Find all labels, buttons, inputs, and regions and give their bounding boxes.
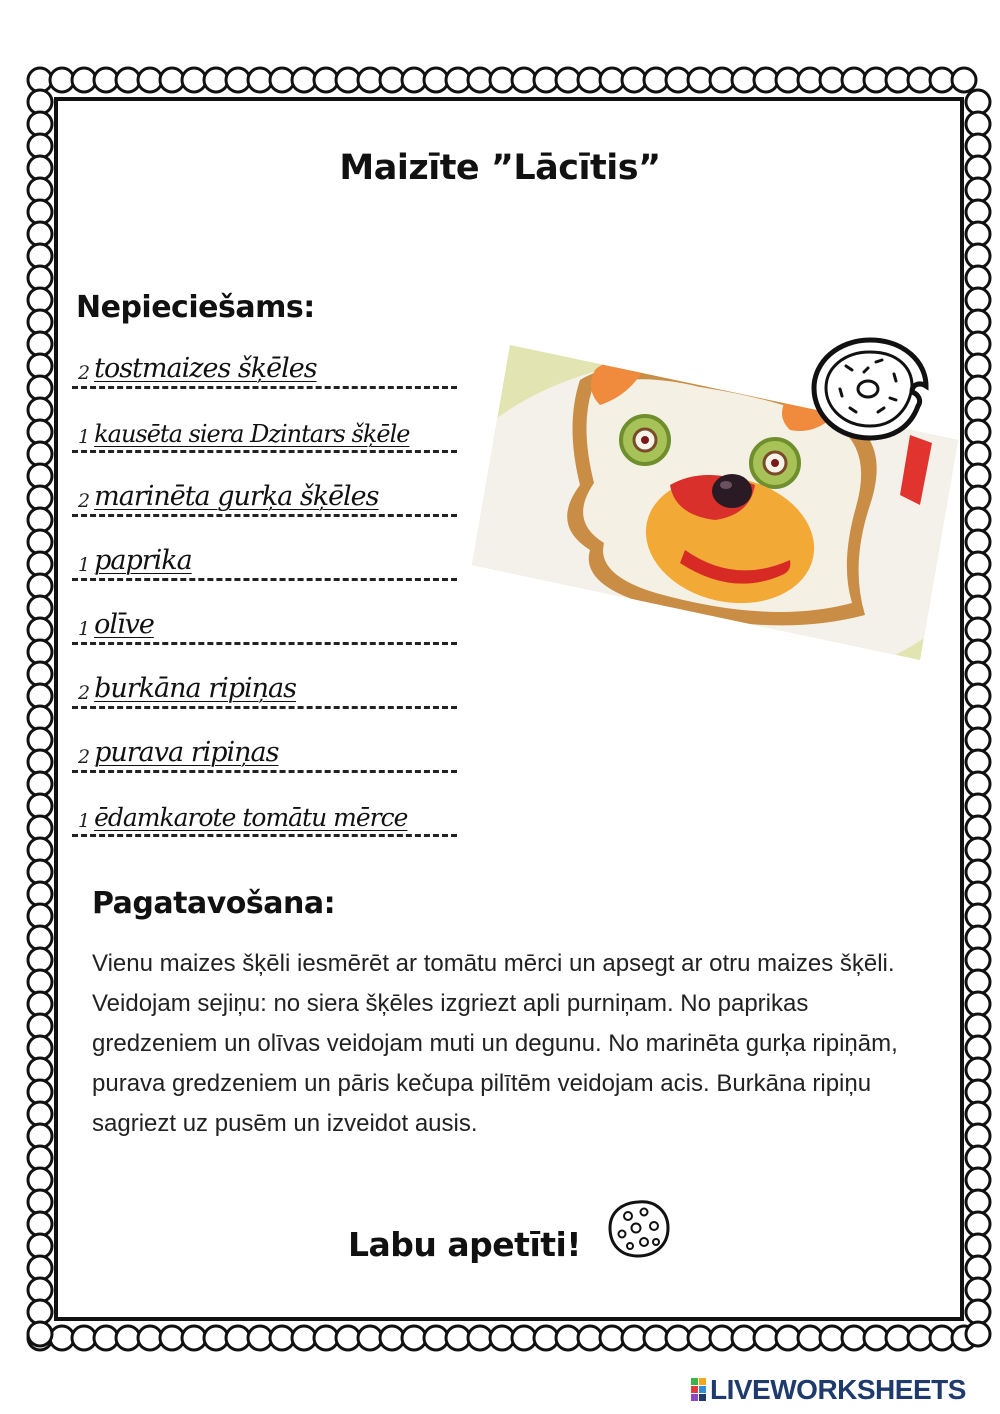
border-scallop — [966, 1234, 990, 1258]
liveworksheets-logo-icon — [690, 1377, 708, 1403]
border-scallop — [710, 68, 734, 92]
border-scallop — [966, 992, 990, 1016]
border-scallop — [270, 68, 294, 92]
border-scallop — [966, 926, 990, 950]
border-scallop — [182, 68, 206, 92]
border-scallop — [28, 596, 52, 620]
liveworksheets-watermark[interactable] — [690, 1374, 966, 1406]
border-scallop — [402, 68, 426, 92]
border-scallop — [72, 1326, 96, 1350]
border-scallop — [556, 68, 580, 92]
border-scallop — [28, 574, 52, 598]
border-scallop — [28, 90, 52, 114]
border-scallop — [204, 1326, 228, 1350]
border-scallop — [28, 1212, 52, 1236]
border-scallop — [966, 860, 990, 884]
border-scallop — [28, 1190, 52, 1214]
border-scallop — [776, 1326, 800, 1350]
border-scallop — [28, 222, 52, 246]
border-scallop — [966, 1058, 990, 1082]
border-scallop — [248, 1326, 272, 1350]
border-scallop — [908, 1326, 932, 1350]
border-scallop — [864, 1326, 888, 1350]
border-scallop — [966, 112, 990, 136]
border-scallop — [490, 1326, 514, 1350]
border-scallop — [28, 1058, 52, 1082]
border-scallop — [116, 68, 140, 92]
ingredients-heading: Nepieciešams: — [76, 290, 315, 325]
border-scallop — [952, 68, 976, 92]
ingredient-qty: 2 — [78, 682, 91, 704]
border-scallop — [966, 222, 990, 246]
border-scallop — [966, 310, 990, 334]
border-scallop — [28, 288, 52, 312]
border-scallop — [710, 1326, 734, 1350]
border-scallop — [94, 68, 118, 92]
border-scallop — [28, 420, 52, 444]
border-scallop — [966, 662, 990, 686]
border-scallop — [28, 68, 52, 92]
border-scallop — [28, 464, 52, 488]
border-scallop — [28, 530, 52, 554]
border-scallop — [28, 354, 52, 378]
ingredient-line[interactable] — [72, 786, 457, 837]
border-scallop — [28, 904, 52, 928]
border-scallop — [28, 728, 52, 752]
border-scallop — [28, 860, 52, 884]
border-scallop — [966, 486, 990, 510]
border-scallop — [358, 1326, 382, 1350]
border-scallop — [666, 1326, 690, 1350]
border-scallop — [966, 90, 990, 114]
border-scallop — [380, 1326, 404, 1350]
border-scallop — [966, 420, 990, 444]
border-scallop — [424, 68, 448, 92]
border-scallop — [28, 244, 52, 268]
border-scallop — [966, 838, 990, 862]
border-scallop — [966, 354, 990, 378]
border-scallop — [966, 266, 990, 290]
ingredient-name: ēdamkarote tomātu mērce — [94, 803, 408, 832]
border-scallop — [886, 68, 910, 92]
border-scallop — [28, 926, 52, 950]
border-scallop — [28, 332, 52, 356]
border-scallop — [966, 1168, 990, 1192]
border-scallop — [28, 794, 52, 818]
border-scallop — [644, 68, 668, 92]
border-scallop — [28, 486, 52, 510]
border-scallop — [28, 310, 52, 334]
ingredient-name: marinēta gurķa šķēles — [94, 481, 379, 512]
border-scallop — [512, 68, 536, 92]
border-scallop — [842, 68, 866, 92]
border-scallop — [28, 816, 52, 840]
border-scallop — [138, 68, 162, 92]
border-scallop — [28, 706, 52, 730]
border-scallop — [966, 904, 990, 928]
cookie-icon — [606, 1198, 672, 1260]
ingredient-name: paprika — [94, 545, 192, 576]
border-scallop — [28, 200, 52, 224]
border-scallop — [28, 948, 52, 972]
border-scallop — [966, 464, 990, 488]
border-scallop — [28, 838, 52, 862]
border-scallop — [28, 1300, 52, 1324]
border-scallop — [732, 1326, 756, 1350]
ingredient-name: olīve — [94, 609, 154, 640]
border-scallop — [490, 68, 514, 92]
border-scallop — [966, 1300, 990, 1324]
border-scallop — [28, 750, 52, 774]
border-scallop — [600, 68, 624, 92]
border-scallop — [798, 68, 822, 92]
border-scallop — [336, 1326, 360, 1350]
border-scallop — [966, 772, 990, 796]
border-scallop — [28, 1322, 52, 1346]
border-scallop — [966, 1080, 990, 1104]
border-scallop — [688, 68, 712, 92]
border-scallop — [578, 68, 602, 92]
border-scallop — [966, 750, 990, 774]
border-scallop — [534, 68, 558, 92]
border-scallop — [28, 882, 52, 906]
border-scallop — [28, 508, 52, 532]
border-scallop — [226, 68, 250, 92]
border-scallop — [966, 684, 990, 708]
border-scallop — [930, 68, 954, 92]
border-scallop — [966, 552, 990, 576]
border-scallop — [966, 1256, 990, 1280]
ingredient-line[interactable] — [72, 530, 457, 581]
border-scallop — [966, 1322, 990, 1346]
border-scallop — [512, 1326, 536, 1350]
border-scallop — [204, 68, 228, 92]
ingredient-qty: 2 — [78, 490, 91, 512]
border-scallop — [28, 1278, 52, 1302]
border-scallop — [270, 1326, 294, 1350]
border-scallop — [688, 1326, 712, 1350]
border-scallop — [966, 1212, 990, 1236]
border-scallop — [966, 376, 990, 400]
ingredient-qty: 1 — [78, 554, 91, 576]
border-scallop — [886, 1326, 910, 1350]
border-scallop — [966, 794, 990, 818]
border-scallop — [28, 1234, 52, 1258]
border-scallop — [732, 68, 756, 92]
border-scallop — [600, 1326, 624, 1350]
border-scallop — [28, 618, 52, 642]
border-scallop — [966, 530, 990, 554]
border-scallop — [28, 376, 52, 400]
ingredient-name: tostmaizes šķēles — [94, 353, 317, 384]
border-scallop — [534, 1326, 558, 1350]
ingredient-name: kausēta siera Dzintars šķēle — [94, 420, 410, 448]
border-scallop — [28, 1124, 52, 1148]
donut-icon — [806, 334, 936, 444]
border-scallop — [248, 68, 272, 92]
border-scallop — [966, 728, 990, 752]
closing-text: Labu apetīti! — [348, 1225, 581, 1264]
ingredient-line[interactable] — [72, 466, 457, 517]
preparation-paragraph: Vienu maizes šķēli iesmērēt ar tomātu mērci un apsegt ar otru maizes šķēli. — [92, 950, 895, 977]
border-scallop — [776, 68, 800, 92]
preparation-text — [92, 944, 932, 1144]
ingredient-line[interactable] — [72, 594, 457, 645]
border-scallop — [966, 1190, 990, 1214]
border-scallop — [966, 1278, 990, 1302]
border-scallop — [28, 112, 52, 136]
border-scallop — [314, 68, 338, 92]
border-scallop — [292, 68, 316, 92]
border-scallop — [50, 68, 74, 92]
ingredient-line[interactable] — [72, 338, 457, 389]
border-scallop — [94, 1326, 118, 1350]
border-scallop — [468, 68, 492, 92]
ingredient-line[interactable] — [72, 658, 457, 709]
border-scallop — [50, 1326, 74, 1350]
ingredient-qty: 1 — [78, 426, 91, 448]
border-scallop — [28, 1168, 52, 1192]
border-scallop — [358, 68, 382, 92]
border-scallop — [966, 398, 990, 422]
border-scallop — [28, 772, 52, 796]
ingredient-line[interactable] — [72, 722, 457, 773]
border-scallop — [446, 68, 470, 92]
border-scallop — [966, 948, 990, 972]
border-scallop — [28, 1102, 52, 1126]
border-scallop — [966, 706, 990, 730]
border-scallop — [966, 640, 990, 664]
border-scallop — [820, 68, 844, 92]
border-scallop — [28, 552, 52, 576]
border-scallop — [864, 68, 888, 92]
border-scallop — [966, 816, 990, 840]
border-scallop — [28, 1146, 52, 1170]
border-scallop — [336, 68, 360, 92]
ingredient-qty: 2 — [78, 746, 91, 768]
border-scallop — [468, 1326, 492, 1350]
border-scallop — [966, 618, 990, 642]
border-scallop — [28, 992, 52, 1016]
border-scallop — [28, 1256, 52, 1280]
preparation-heading: Pagatavošana: — [92, 886, 336, 921]
border-scallop — [28, 970, 52, 994]
ingredient-qty: 1 — [78, 810, 91, 832]
border-scallop — [28, 1036, 52, 1060]
border-scallop — [908, 68, 932, 92]
border-scallop — [966, 244, 990, 268]
preparation-paragraph: Veidojam sejiņu: no siera šķēles izgriezt apli purniņam. No paprikas gredzeniem un olīvas veidojam muti un degunu. No marinēta gurķa ripiņām, purava gredzeniem un pāris kečupa pilītēm veidojam acis. Burkāna ripiņu sagriezt uz pusēm un izveidot ausis. — [92, 990, 898, 1137]
border-scallop — [28, 1014, 52, 1038]
border-scallop — [28, 684, 52, 708]
border-scallop — [622, 1326, 646, 1350]
border-scallop — [72, 68, 96, 92]
border-scallop — [966, 288, 990, 312]
border-scallop — [966, 1036, 990, 1060]
border-scallop — [292, 1326, 316, 1350]
border-scallop — [556, 1326, 580, 1350]
border-scallop — [28, 1080, 52, 1104]
border-scallop — [644, 1326, 668, 1350]
border-scallop — [622, 68, 646, 92]
border-scallop — [28, 640, 52, 664]
page-title: Maizīte ”Lācītis” — [339, 148, 661, 188]
border-scallop — [966, 970, 990, 994]
border-scallop — [424, 1326, 448, 1350]
border-scallop — [160, 68, 184, 92]
border-scallop — [182, 1326, 206, 1350]
border-scallop — [28, 662, 52, 686]
border-scallop — [380, 68, 404, 92]
border-scallop — [578, 1326, 602, 1350]
ingredient-qty: 1 — [78, 618, 91, 640]
border-scallop — [930, 1326, 954, 1350]
border-scallop — [116, 1326, 140, 1350]
ingredient-qty: 2 — [78, 362, 91, 384]
border-scallop — [966, 882, 990, 906]
border-scallop — [138, 1326, 162, 1350]
border-scallop — [28, 398, 52, 422]
border-scallop — [820, 1326, 844, 1350]
border-scallop — [966, 508, 990, 532]
border-scallop — [966, 1102, 990, 1126]
border-scallop — [966, 1014, 990, 1038]
border-scallop — [666, 68, 690, 92]
border-scallop — [966, 200, 990, 224]
border-scallop — [966, 574, 990, 598]
ingredient-name: purava ripiņas — [94, 737, 279, 768]
border-scallop — [966, 596, 990, 620]
border-scallop — [966, 442, 990, 466]
border-scallop — [446, 1326, 470, 1350]
border-scallop — [842, 1326, 866, 1350]
border-scallop — [226, 1326, 250, 1350]
ingredient-line[interactable] — [72, 402, 457, 453]
ingredients-list — [72, 338, 457, 850]
border-scallop — [754, 68, 778, 92]
watermark-text: LIVEWORKSHEETS — [710, 1374, 966, 1405]
border-scallop — [28, 442, 52, 466]
border-scallop — [160, 1326, 184, 1350]
border-scallop — [402, 1326, 426, 1350]
ingredient-name: burkāna ripiņas — [94, 673, 297, 704]
border-scallop — [754, 1326, 778, 1350]
border-scallop — [314, 1326, 338, 1350]
border-scallop — [966, 1146, 990, 1170]
border-scallop — [28, 266, 52, 290]
border-scallop — [798, 1326, 822, 1350]
border-scallop — [966, 332, 990, 356]
border-scallop — [966, 1124, 990, 1148]
